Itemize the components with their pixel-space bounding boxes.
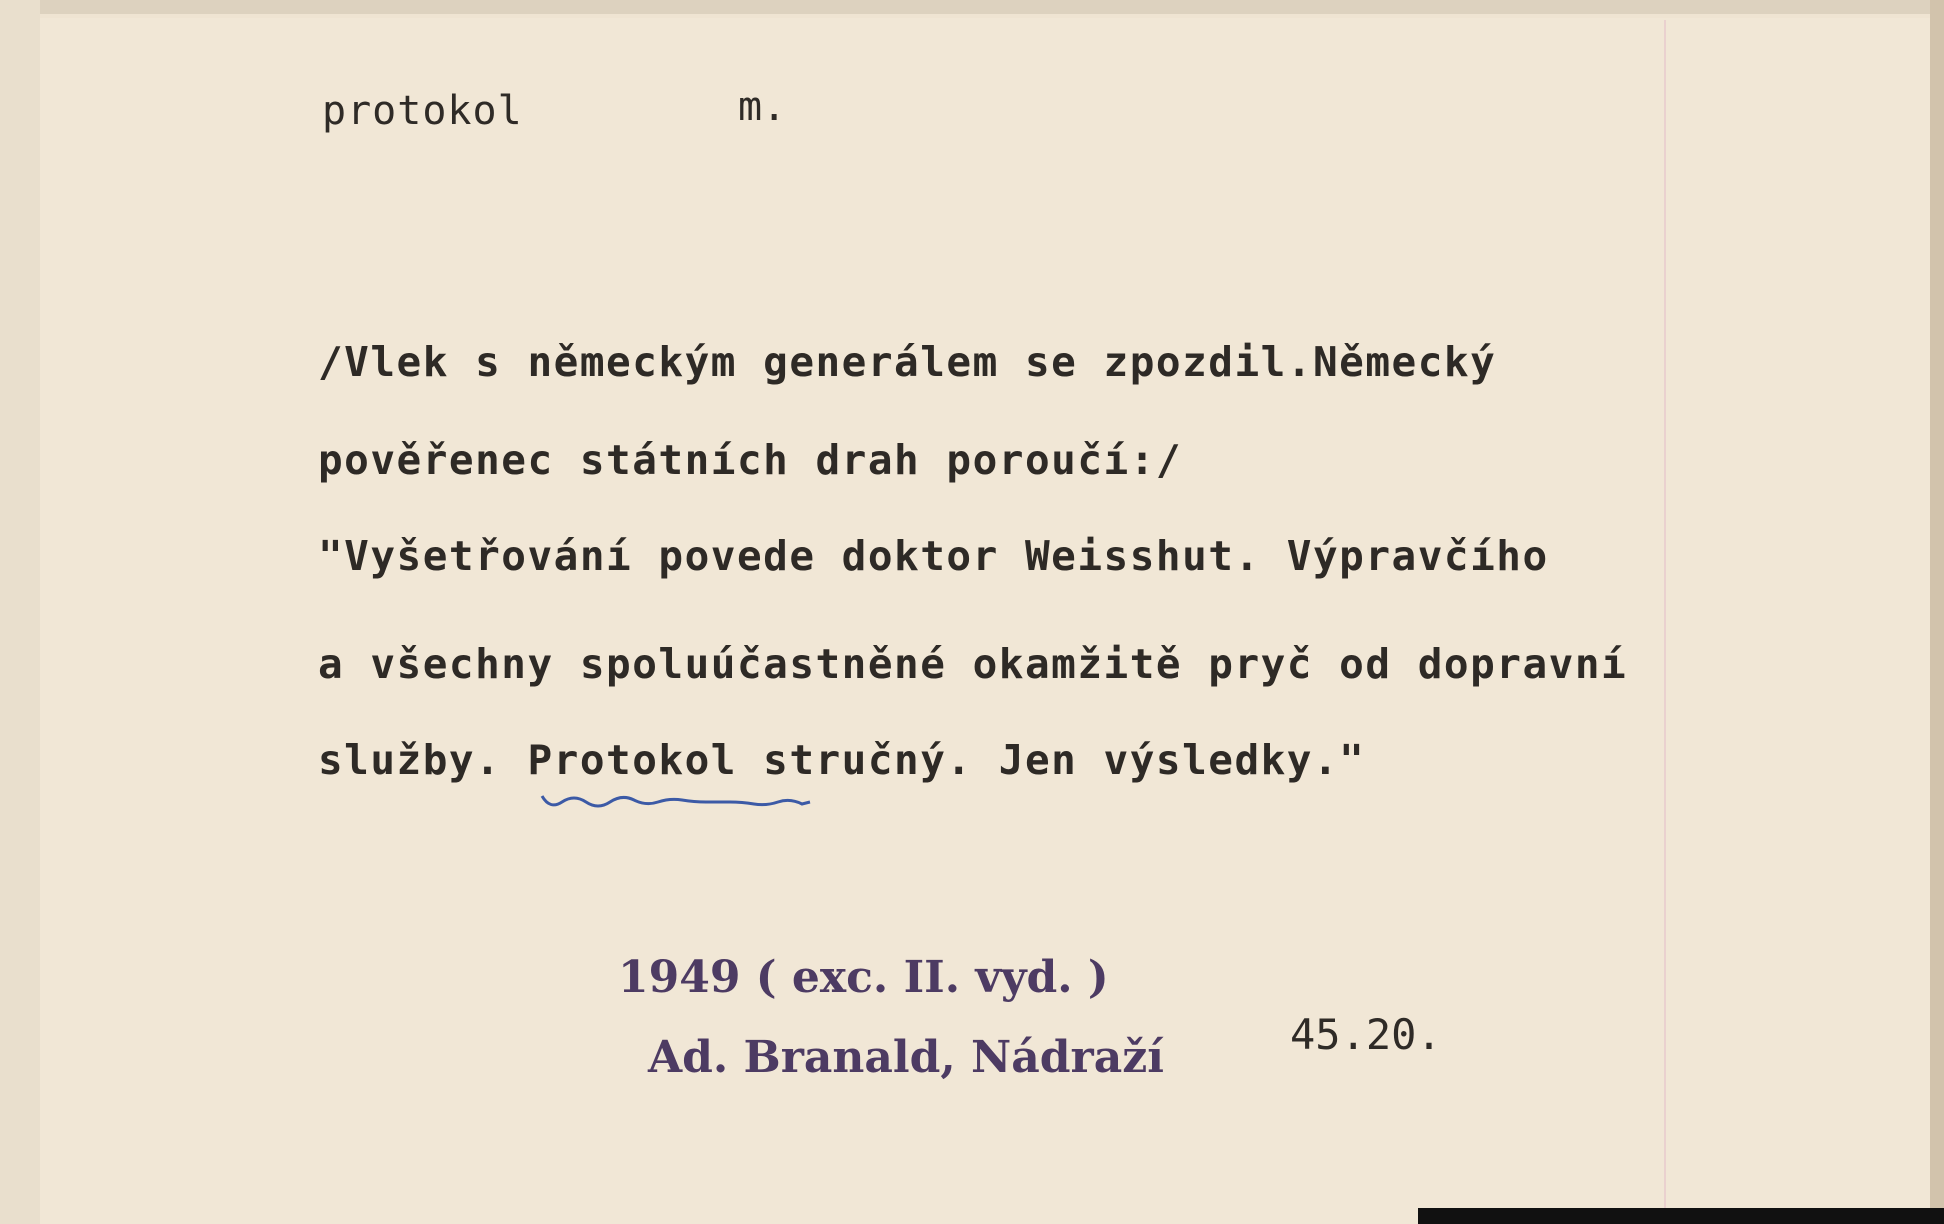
- margin-rule: [1664, 20, 1666, 1224]
- quote-line-2: pověřenec státních drah poroučí:/: [318, 436, 1183, 484]
- source-stamp-line-2: Ad. Branald, Nádraží: [648, 1032, 1164, 1083]
- quote-line-1: /Vlek s německým generálem se zpozdil.Německý: [318, 338, 1497, 386]
- quote-line-3: "Vyšetřování povede doktor Weisshut. Výpravčího: [318, 532, 1549, 580]
- handwritten-underline: [540, 790, 812, 814]
- top-scan-strip: [0, 0, 1944, 14]
- source-stamp-line-1: 1949 ( exc. II. vyd. ): [618, 952, 1109, 1003]
- card-left-edge: [0, 0, 40, 1224]
- quote-line-5: služby. Protokol stručný. Jen výsledky.": [318, 736, 1366, 784]
- heading-keyword: protokol: [322, 88, 523, 134]
- heading-gender-mark: m.: [738, 84, 787, 130]
- scan-corner-strip: [1418, 1208, 1944, 1224]
- card-reference-code: 45.20.: [1290, 1010, 1442, 1059]
- card-right-edge: [1930, 0, 1944, 1224]
- quote-line-4: a všechny spoluúčastněné okamžitě pryč od dopravní: [318, 640, 1628, 688]
